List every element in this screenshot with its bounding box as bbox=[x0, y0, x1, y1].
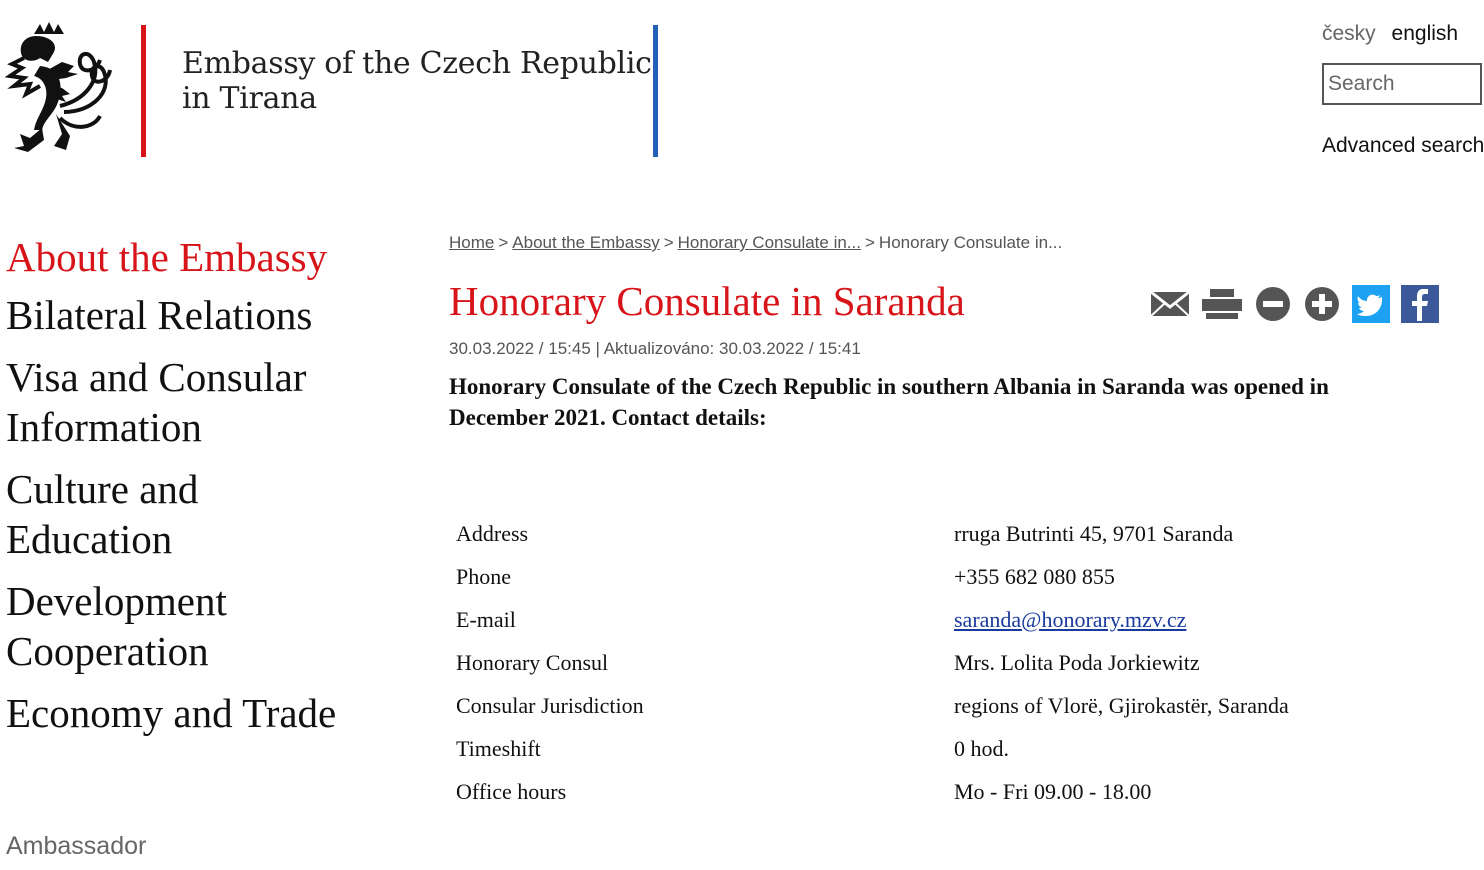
blue-divider bbox=[653, 25, 658, 157]
table-row bbox=[456, 555, 1289, 598]
breadcrumb bbox=[449, 233, 1062, 253]
facebook-icon[interactable] bbox=[1401, 285, 1439, 323]
contact-value: regions of Vlorë, Gjirokastër, Saranda bbox=[954, 692, 1289, 718]
page-tools bbox=[1150, 285, 1450, 323]
publish-date: 30.03.2022 / 15:45 | Aktualizováno: 30.03.2022 / 15:41 bbox=[449, 339, 861, 358]
table-row bbox=[456, 684, 1289, 727]
table-row bbox=[456, 598, 1289, 641]
czech-lion-emblem-icon[interactable] bbox=[4, 22, 116, 162]
contact-label: Phone bbox=[456, 563, 511, 589]
lang-czech-link[interactable]: česky bbox=[1322, 22, 1376, 45]
contact-value: +355 682 080 855 bbox=[954, 563, 1115, 589]
sidebar-item-about-embassy[interactable]: About the Embassy bbox=[6, 234, 328, 280]
breadcrumb-home[interactable]: Home bbox=[449, 233, 495, 252]
red-divider bbox=[141, 25, 146, 157]
breadcrumb-separator: > bbox=[498, 233, 509, 252]
contact-value: Mrs. Lolita Poda Jorkiewitz bbox=[954, 649, 1200, 675]
contact-label: Honorary Consul bbox=[456, 649, 609, 675]
contact-label: Consular Jurisdiction bbox=[456, 692, 644, 718]
sidebar-item-ambassador[interactable]: Ambassador bbox=[6, 832, 147, 860]
contact-label: Office hours bbox=[456, 778, 567, 804]
table-row bbox=[456, 641, 1289, 684]
contact-table bbox=[456, 512, 1289, 813]
site-title[interactable] bbox=[182, 46, 652, 116]
lang-english-link[interactable]: english bbox=[1391, 22, 1459, 45]
contact-label: Timeshift bbox=[456, 735, 541, 761]
table-row bbox=[456, 512, 1289, 555]
table-row bbox=[456, 770, 1289, 813]
contact-value: 0 hod. bbox=[954, 735, 1009, 761]
breadcrumb-about[interactable]: About the Embassy bbox=[512, 233, 660, 252]
sidebar-item-economy-trade[interactable]: Economy and Trade bbox=[6, 690, 337, 736]
breadcrumb-separator: > bbox=[663, 233, 674, 252]
email-link[interactable]: saranda@honorary.mzv.cz bbox=[954, 606, 1187, 632]
contact-label: Address bbox=[456, 520, 529, 546]
zoom-in-icon[interactable] bbox=[1303, 285, 1341, 323]
sidebar-item-culture-education[interactable]: Culture and Education bbox=[6, 466, 199, 562]
breadcrumb-separator: > bbox=[864, 233, 875, 252]
contact-value: Mo - Fri 09.00 - 18.00 bbox=[954, 778, 1152, 804]
twitter-icon[interactable] bbox=[1352, 285, 1390, 323]
printer-icon[interactable] bbox=[1201, 288, 1243, 320]
page-title: Honorary Consulate in Saranda bbox=[449, 278, 965, 324]
contact-value: rruga Butrinti 45, 9701 Saranda bbox=[954, 520, 1234, 546]
lead-paragraph: Honorary Consulate of the Czech Republic in southern Albania in Saranda was opened in December 2021. Contact details: bbox=[449, 374, 1329, 430]
advanced-search-link[interactable]: Advanced search bbox=[1322, 134, 1484, 157]
site-title-line1: Embassy of the Czech Republic bbox=[182, 46, 652, 81]
site-title-line2: in Tirana bbox=[182, 81, 317, 116]
table-row bbox=[456, 727, 1289, 770]
search-box bbox=[1322, 63, 1482, 105]
language-switcher bbox=[1322, 22, 1458, 46]
envelope-icon[interactable] bbox=[1150, 289, 1190, 319]
search-input[interactable] bbox=[1324, 65, 1478, 103]
breadcrumb-consulates[interactable]: Honorary Consulate in... bbox=[677, 233, 861, 252]
sidebar-item-bilateral-relations[interactable]: Bilateral Relations bbox=[6, 292, 313, 338]
contact-value bbox=[954, 598, 1289, 641]
sidebar-item-development-cooperation[interactable]: Development Cooperation bbox=[6, 578, 227, 674]
contact-label: E-mail bbox=[456, 606, 516, 632]
zoom-out-icon[interactable] bbox=[1254, 285, 1292, 323]
sidebar-nav bbox=[6, 232, 406, 750]
sidebar-item-visa-consular[interactable]: Visa and Consular Information bbox=[6, 354, 307, 450]
breadcrumb-current: Honorary Consulate in... bbox=[878, 233, 1063, 252]
